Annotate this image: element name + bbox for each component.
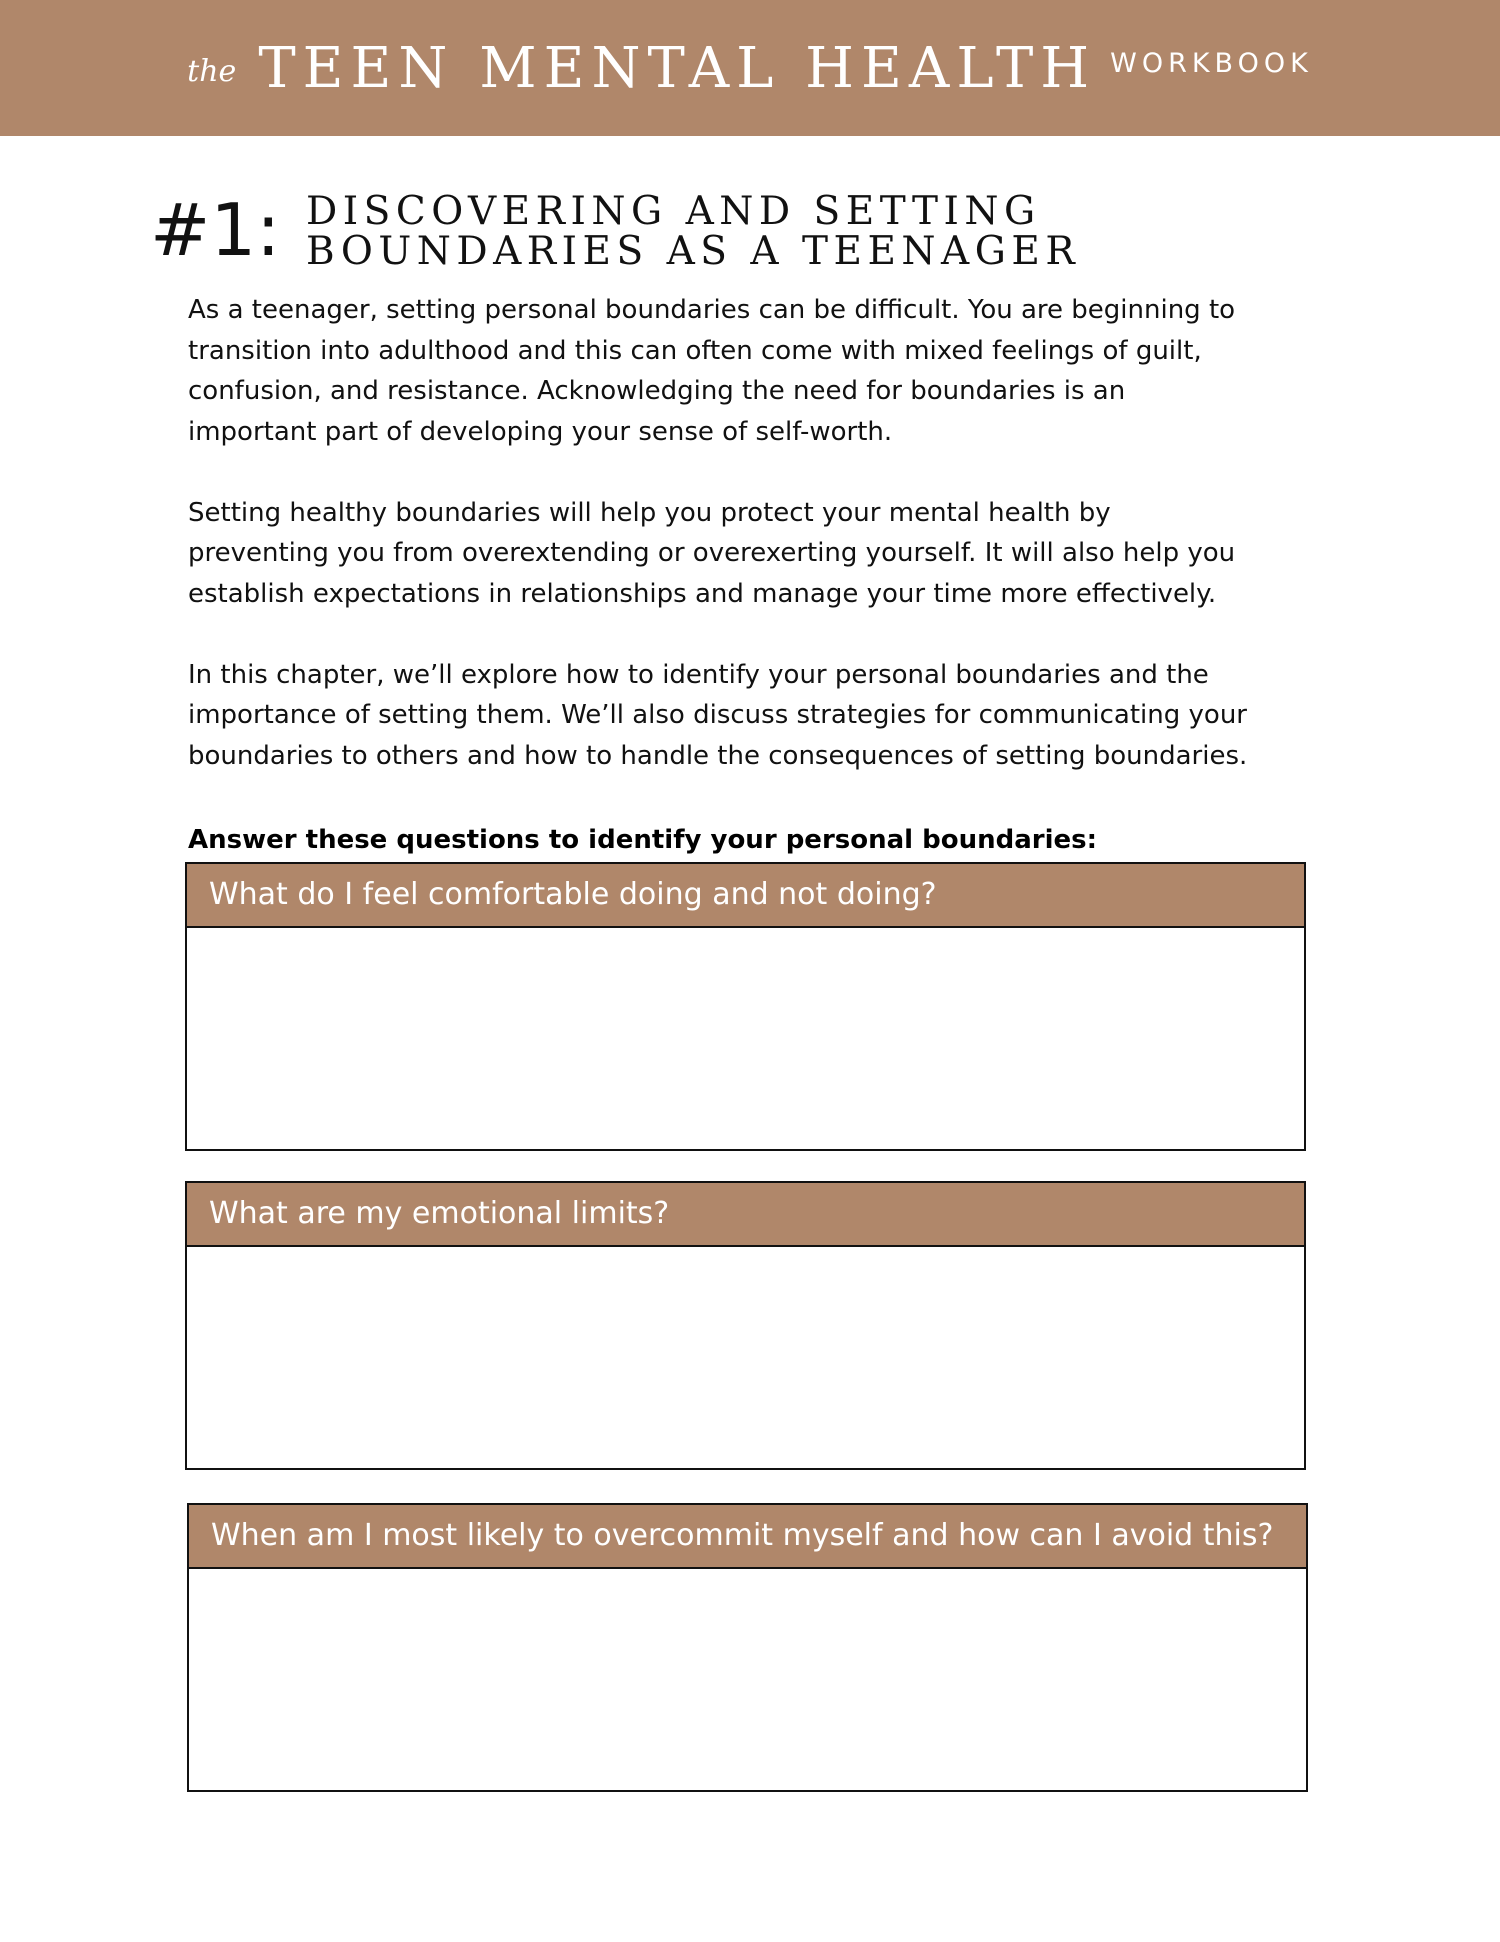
question-label-3: When am I most likely to overcommit myself and how can I avoid this?	[189, 1505, 1306, 1569]
header-title: TEEN MENTAL HEALTH	[258, 35, 1097, 101]
intro-paragraph-3: In this chapter, we’ll explore how to identify your personal boundaries and the importance of setting them. We’ll also discuss strategies for communicating your boundaries to others and how to handle the consequences of setting boundaries.	[188, 659, 1248, 771]
header-workbook: WORKBOOK	[1110, 47, 1313, 79]
question-box-2	[185, 1181, 1306, 1470]
intro-paragraph-2: Setting healthy boundaries will help you protect your mental health by preventing you from overextending or overexerting yourself. It will also help you establish expectations in relationships and manage your time more effectively.	[188, 497, 1236, 609]
questions-prompt: Answer these questions to identify your personal boundaries:	[188, 825, 1098, 855]
chapter-title	[306, 189, 1081, 274]
answer-area-1[interactable]	[187, 928, 1304, 1149]
answer-area-2[interactable]	[187, 1247, 1304, 1468]
intro-paragraph-1: As a teenager, setting personal boundaries can be difficult. You are beginning to transition into adulthood and this can often come with mixed feelings of guilt, confusion, and resistance. Acknowledging the need for boundaries is an important part of developing your sense of self-worth.	[188, 295, 1236, 447]
chapter-title-line-1: DISCOVERING AND SETTING	[306, 189, 1041, 234]
question-label-2: What are my emotional limits?	[187, 1183, 1304, 1247]
chapter-title-line-2: BOUNDARIES AS A TEENAGER	[306, 229, 1081, 274]
answer-area-3[interactable]	[189, 1569, 1306, 1790]
question-box-1	[185, 862, 1306, 1151]
question-label-1: What do I feel comfortable doing and not doing?	[187, 864, 1304, 928]
chapter-number: #1:	[150, 188, 281, 272]
header-the: the	[187, 53, 237, 89]
header-title-group	[0, 0, 1500, 136]
intro-text	[188, 290, 1338, 817]
question-box-3	[187, 1503, 1308, 1792]
